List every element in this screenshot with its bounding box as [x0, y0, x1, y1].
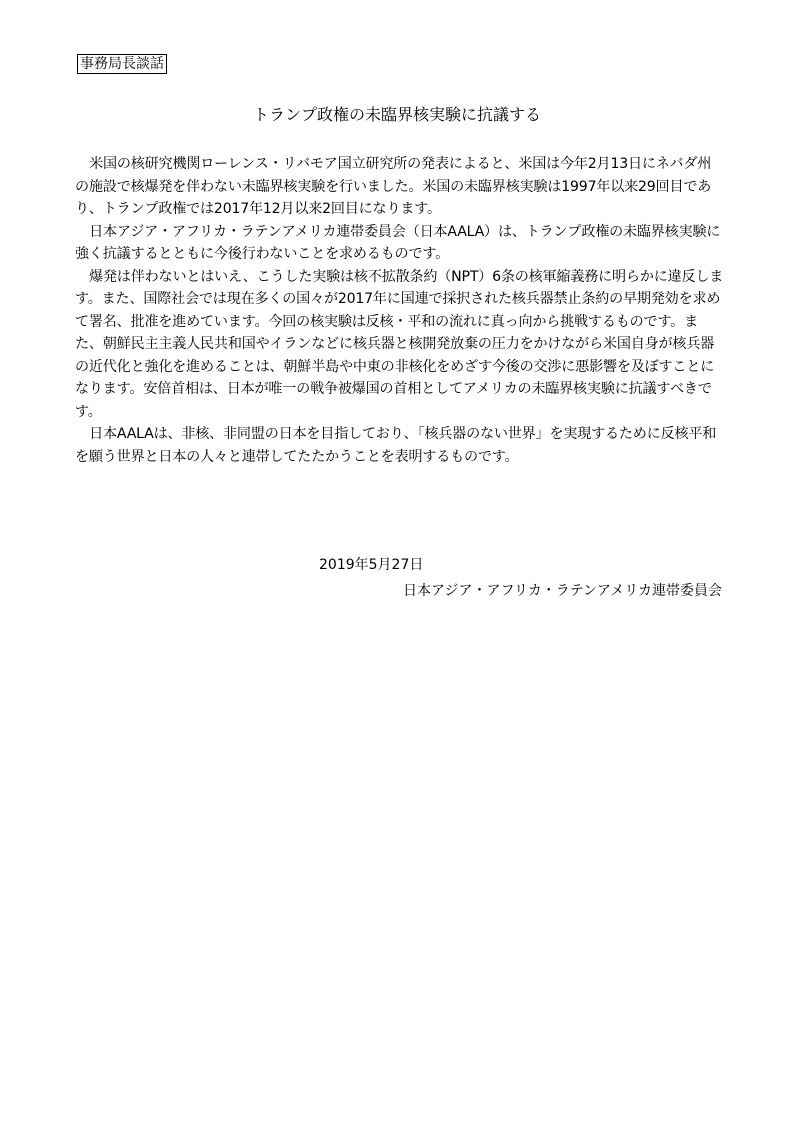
- signing-organization: 日本アジア・アフリカ・ラテンアメリカ連帯委員会: [403, 583, 723, 599]
- body-paragraph-1: 米国の核研究機関ローレンス・リバモア国立研究所の発表によると、米国は今年2月13日にネバダ州の施設で核爆発を伴わない未臨界核実験を行いました。米国の未臨界核実験は1997年以来29回目であり、トランプ政権では2017年12月以来2回目になります。: [75, 156, 712, 217]
- body-paragraph-2: 日本アジア・アフリカ・ラテンアメリカ連帯委員会（日本AALA）は、トランプ政権の未臨界核実験に強く抗議するとともに今後行わないことを求めるものです。: [75, 223, 721, 262]
- body-paragraph-3: 爆発は伴わないとはいえ、こうした実験は核不拡散条約（NPT）6条の核軍縮義務に明らかに違反します。また、国際社会では現在多くの国々が2017年に国連で採択された核兵器禁止条約の早期発効を求めて署名、批准を進めています。今回の核実験は反核・平和の流れに真っ向から挑戦するものです。また、朝鮮民主主義人民共和国やイランなどに核兵器と核開発放棄の圧力をかけながら米国自身が核兵器の近代化と強化を進めることは、朝鮮半島や中東の非核化をめざす今後の交渉に悪影響を及ぼすことになります。安倍首相は、日本が唯一の戦争被爆国の首相としてアメリカの未臨界核実験に抗議すべきです。: [75, 268, 724, 420]
- statement-type-label: 事務局長談話: [77, 54, 167, 74]
- document-title: トランプ政権の未臨界核実験に抗議する: [252, 105, 541, 124]
- document-body: [75, 153, 725, 468]
- document-date: 2019年5月27日: [319, 557, 424, 573]
- body-paragraph-4: 日本AALAは、非核、非同盟の日本を目指しており、「核兵器のない世界」を実現するために反核平和を願う世界と日本の人々と連帯してたたかうことを表明するものです。: [75, 426, 717, 465]
